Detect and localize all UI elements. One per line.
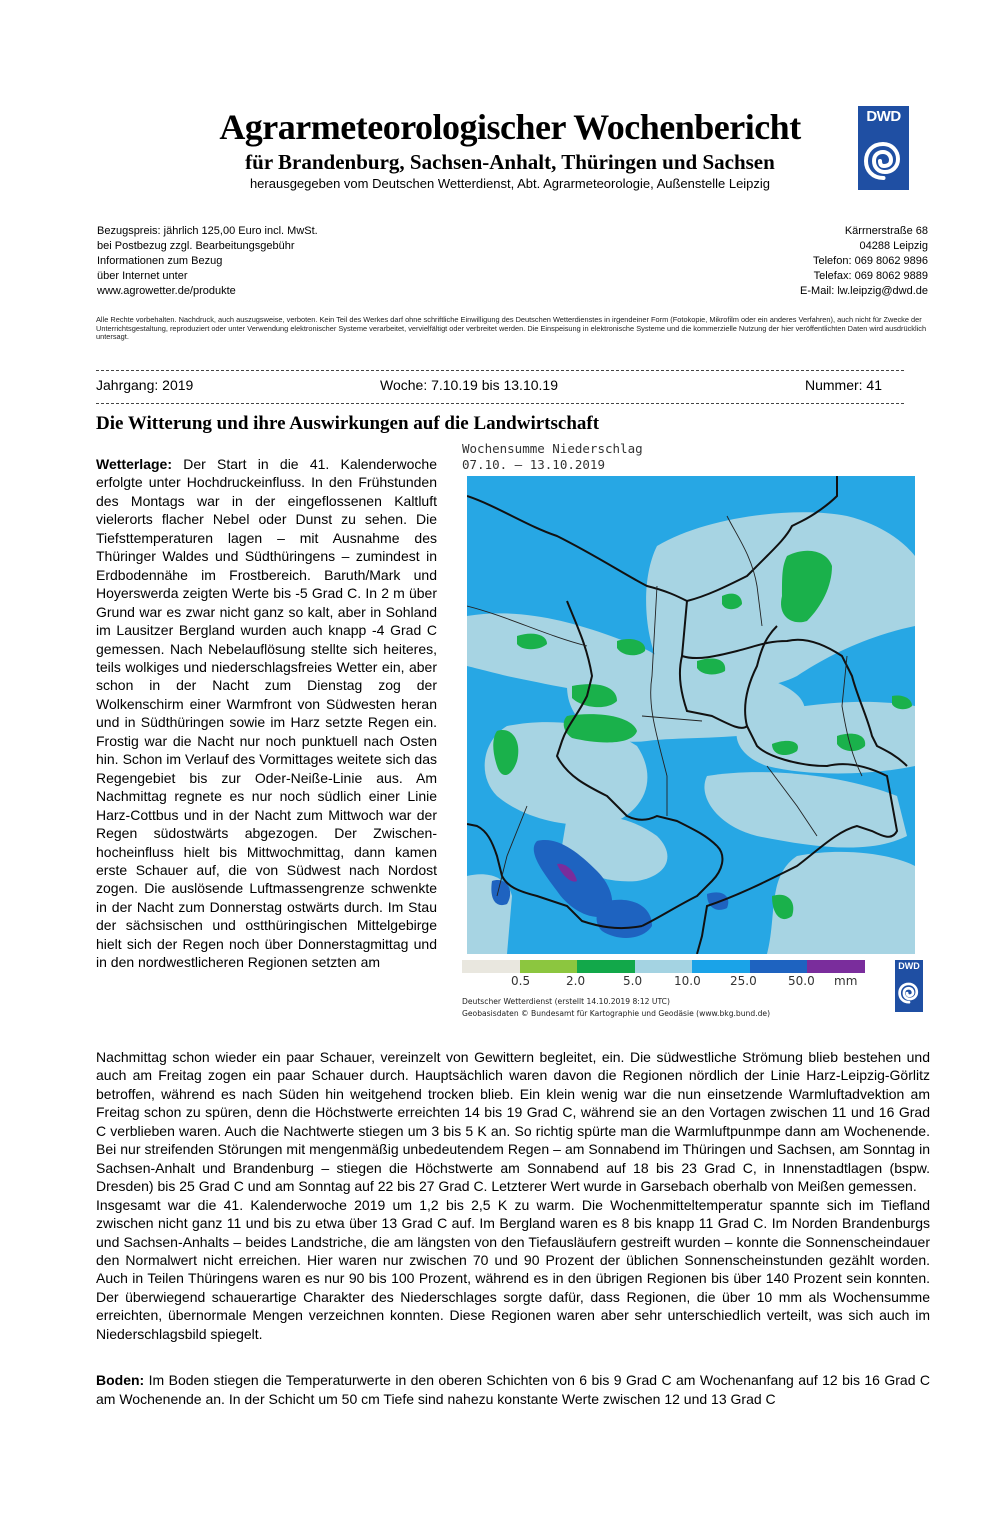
dwd-logo [858,106,909,190]
dwd-logo-text: DWD [866,108,901,125]
wetterlage-paragraph-continued: Nachmittag schon wieder ein paar Schauer, vereinzelt von Gewittern begleitet, ein. Die südwestliche Strömung blieb bestehen und auch am Freitag zogen ein paar Schauer durch. Hauptsächlich waren davon die Regionen nördlich der Linie Harz-Leipzig-Görlitz betroffen, während es nach Süden hin weitgehend trocken blieb. Ein klein wenig war die nun einsetzende Warmluftadvektion am Freitag schon zu spüren, denn die Höchstwerte erreichten 14 bis 19 Grad C, während sie an den Vortagen zwischen 11 und 16 Grad C verblieben waren. Auch die Nachtwerte stiegen um 3 bis 5 K an. So richtig spürte man die Warmluftpunmpe dann am Wochenende. Bei nur streifenden Störungen mit mengenmäßig unbedeutendem Regen – am Sonnabend im Thüringen und Sachsen, am Sonntag in Sachsen-Anhalt und Brandenburg – stiegen die Höchstwerte am Sonnabend auf 18 bis 23 Grad C, in Innenstadtlagen (bspw. Dresden) bis 25 Grad C und am Sonntag auf 22 bis 27 Grad C. Letzterer Wert wurde in Garsebach oberhalb von Meißen gemessen. [96,1049,930,1195]
wetterlage-label: Wetterlage: [96,456,172,472]
legend-label: 5.0 [623,974,643,988]
map-title [462,441,643,473]
subscription-line: Bezugspreis: jährlich 125,00 Euro incl. MwSt. [97,225,318,237]
legend-label: 50.0 [788,974,815,988]
dwd-logo-small [895,960,923,1012]
boden-paragraph: Im Boden stiegen die Temperaturwerte in den oberen Schichten von 6 bis 9 Grad C am Wochenanfang auf 12 bis 16 Grad C am Wochenende an. In der Schicht um 50 cm Tiefe sind nahezu konstante Werte zwischen 12 und 13 Grad C [96,1372,930,1407]
legend-swatch [635,960,693,973]
report-title: Agrarmeteorologischer Wochenbericht [219,107,801,147]
contact-city: 04288 Leipzig [859,240,928,252]
dashed-divider [96,370,904,371]
subscription-line: über Internet unter [97,270,188,282]
legend-label: 0.5 [511,974,531,988]
contact-info [800,224,928,299]
map-legend-labels [462,974,882,988]
wetterlage-column-text [96,455,437,972]
map-title-text: Wochensumme Niederschlag [462,441,643,456]
issue-number: Nummer: 41 [804,377,882,393]
issue-week: Woche: 7.10.19 bis 13.10.19 [380,377,558,393]
legend-unit: mm [834,974,858,988]
subscription-line: bei Postbezug zzgl. Bearbeitungsgebühr [97,240,295,252]
issue-year: Jahrgang: 2019 [96,377,194,393]
subscription-info [97,224,318,299]
map-credits [462,996,770,1020]
wetterlage-paragraph: Der Start in die 41. Kalenderwoche erfolgte unter Hochdruckeinfluss. In den Frühstunden des Montags war in der eingeflossenen Kaltluft vielerorts flacher Nebel oder Dunst zu sehen. Die Tiefsttemperaturen lagen – mit Ausnahme des Thüringer Waldes und Südthüringens – zumindest in Erdbodennähe im Frostbereich. Baruth/Mark und Hoyerswerda zeigten Werte bis -5 Grad C. In 2 m über Grund war es zwar nicht ganz so kalt, aber in Sohland im Lausitzer Bergland wurden auch knapp -4 Grad C gemessen. Nach Nebelauflösung stellte sich heiteres, teils wolkiges und niederschlagsfreies Wetter ein, aber schon in der Nacht zum Dienstag zog der Wolkenschirm einer Warmfront von Südwesten heran und in Südthüringen sowie im Harz setzte Regen ein. Frostig war die Nacht nur noch punktuell nach Osten hin. Schon im Verlauf des Vormittages weitete sich das Regengebiet bis zur Oder-Neiße-Linie aus. Am Nachmittag regnete es nur noch südlich einer Linie Harz-Cottbus und in der Nacht zum Mittwoch war der Regen südostwärts abgezogen. Der Zwischenhocheinfluss hielt bis Mittwochmittag, dann kamen erste Schauer auf, die von Südwest nach Nordost zogen. Die auslösende Luftmassengrenze schwenkte in der Nacht zum Donnerstag ostwärts durch. Im Stau der sächsischen und ostthüringischen Mittelgebirge hielt sich der Regen noch über Donnerstagmittag und in den nordwestlicheren Regionen setzten am [96,456,438,971]
precipitation-map-graphic [467,476,915,954]
legend-swatch [462,960,520,973]
legend-swatch [520,960,578,973]
report-subtitle: für Brandenburg, Sachsen-Anhalt, Thüringen und Sachsen [245,150,775,174]
legend-label: 25.0 [730,974,757,988]
dwd-logo-small-text: DWD [898,961,920,971]
rights-notice: Alle Rechte vorbehalten. Nachdruck, auch auszugsweise, verboten. Kein Teil des Werkes darf ohne schriftliche Einwilligung des Deutschen Wetterdienstes in irgendeiner Form (Fotokopie, Mikrofilm oder ein anderes Verfahren), auch nicht für Zwecke der Unterrichtsgestaltung, reproduziert oder unter Verwendung elektronischer Systeme verarbeitet, vervielfältigt oder verbreitet werden. Die Einspeisung in elektronische Systeme und die kommerzielle Nutzung der hier veröffentlichten Daten wird ausdrücklich untersagt. [96,315,927,342]
map-credit-bkg: Geobasisdaten © Bundesamt für Kartographie und Geodäsie (www.bkg.bund.de) [462,1009,771,1018]
map-legend-colorbar [462,960,865,973]
legend-label: 10.0 [674,974,701,988]
map-period: 07.10. – 13.10.2019 [462,457,605,472]
wetterlage-paragraph-summary: Insgesamt war die 41. Kalenderwoche 2019 um 1,2 bis 2,5 K zu warm. Die Wochenmitteltemperatur spannte sich im Tiefland zwischen nicht ganz 11 und bis zu etwa über 13 Grad C auf. Im Bergland waren es 8 bis knapp 11 Grad C. Im Norden Brandenburgs und Sachsen-Anhalts – beides Landstriche, die am längsten von den Tiefausläufern gestreift wurden – konnte die Sonnenscheindauer den Normalwert nicht erreichen. Hier waren nur zwischen 70 und 90 Prozent der üblichen Sonnenscheinstunden gezählt worden. Auch in Teilen Thüringens waren es nur 90 bis 100 Prozent, während es in den übrigen Regionen bis über 140 Prozent sein konnten. Der überwiegend schauerartige Charakter des Niederschlages sorgte dafür, dass Regionen, die über 10 mm als Wochensumme erreichten, übernormale Mengen verzeichnen konnten. Diese Regionen waren aber sehr unterschiedlich verteilt, was sich auch im Niederschlagsbild spiegelt. [96,1196,930,1342]
legend-swatch [750,960,808,973]
map-credit-dwd: Deutscher Wetterdienst (erstellt 14.10.2019 8:12 UTC) [462,997,670,1006]
precipitation-map [467,476,915,954]
contact-street: Kärrnerstraße 68 [844,225,928,237]
dashed-divider [96,403,904,404]
legend-swatch [577,960,635,973]
section-title: Die Witterung und ihre Auswirkungen auf die Landwirtschaft [96,413,600,434]
contact-phone: Telefon: 069 8062 9896 [813,255,928,267]
legend-swatch [807,960,865,973]
spiral-icon [898,977,920,1007]
subscription-url[interactable]: www.agrowetter.de/produkte [97,285,236,297]
wetterlage-full-text [96,1048,930,1343]
publisher-line: herausgegeben vom Deutschen Wetterdienst, Abt. Agrarmeteorologie, Außenstelle Leipzig [249,176,771,191]
boden-section [96,1371,930,1409]
contact-fax: Telefax: 069 8062 9889 [813,270,928,282]
boden-label: Boden: [96,1372,145,1388]
legend-label: 2.0 [566,974,586,988]
contact-email[interactable]: E-Mail: lw.leipzig@dwd.de [800,285,928,297]
legend-swatch [692,960,750,973]
spiral-icon [863,134,904,184]
subscription-line: Informationen zum Bezug [97,255,223,267]
